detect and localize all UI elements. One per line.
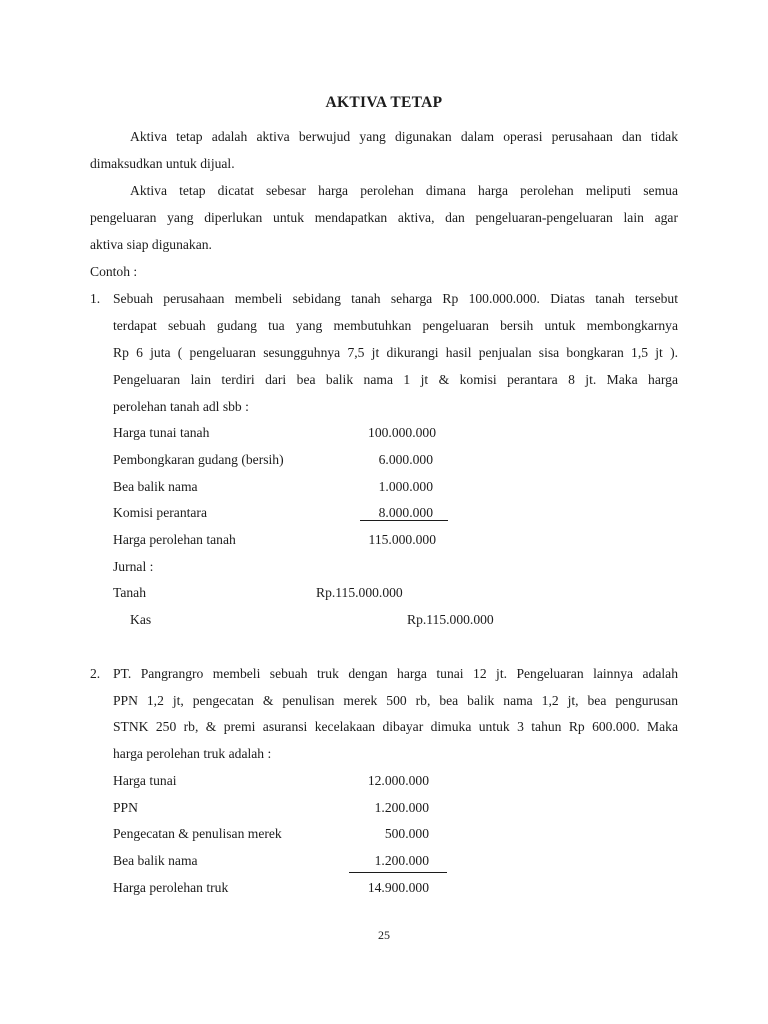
paragraph-1-line-1: Aktiva tetap adalah aktiva berwujud yang digunakan dalam operasi perusahaan dan tidak [130,129,678,144]
ex2-sum-rule [349,872,447,873]
example-2-line-2: PPN 1,2 jt, pengecatan & penulisan merek 500 rb, bea balik nama 1,2 jt, bea pengurusan [113,693,678,708]
example-2-line-3: STNK 250 rb, & premi asuransi kecelakaan dibayar dimuka untuk 3 tahun Rp 600.000. Maka [113,719,678,734]
ex2-item-label: PPN [113,800,138,815]
ex2-item-label: Harga tunai [113,773,177,788]
ex1-item-label: Bea balik nama [113,479,198,494]
ex2-total-amount: 14.900.000 [367,880,429,895]
example-2-line-1: PT. Pangrangro membeli sebuah truk dengan harga tunai 12 jt. Pengeluaran lainnya adalah [113,666,678,681]
ex1-total-amount: 115.000.000 [368,532,436,547]
journal-debit-amount: Rp.115.000.000 [316,585,403,600]
ex1-sum-rule [360,520,448,521]
ex2-item-amount: 1.200.000 [374,800,429,815]
paragraph-2-line-3: aktiva siap digunakan. [90,237,212,252]
ex1-item-label: Pembongkaran gudang (bersih) [113,452,284,467]
ex2-item-amount: 500.000 [384,826,429,841]
example-1-line-2: terdapat sebuah gudang tua yang membutuhkan pengeluaran bersih untuk membongkarnya [113,318,678,333]
page-title: AKTIVA TETAP [325,94,443,111]
journal-credit-account: Kas [130,612,152,627]
ex1-total-label: Harga perolehan tanah [113,532,236,547]
ex2-item-label: Pengecatan & penulisan merek [113,826,282,841]
journal-debit-account: Tanah [113,585,147,600]
ex2-item-label: Bea balik nama [113,853,198,868]
example-1-line-1: Sebuah perusahaan membeli sebidang tanah seharga Rp 100.000.000. Diatas tanah tersebut [113,291,678,306]
ex1-item-amount: 8.000.000 [378,505,433,520]
example-1-line-5: perolehan tanah adl sbb : [113,399,249,414]
example-1-number: 1. [90,291,101,306]
ex2-total-label: Harga perolehan truk [113,880,229,895]
example-1-line-4: Pengeluaran lain terdiri dari bea balik nama 1 jt & komisi perantara 8 jt. Maka harga [113,372,678,387]
ex2-item-amount: 12.000.000 [367,773,429,788]
ex2-item-amount: 1.200.000 [374,853,429,868]
contoh-label: Contoh : [90,264,138,279]
ex1-item-amount: 6.000.000 [378,452,433,467]
paragraph-2-line-2: pengeluaran yang diperlukan untuk mendapatkan aktiva, dan pengeluaran-pengeluaran lain agar [90,210,678,225]
ex1-item-label: Komisi perantara [113,505,207,520]
paragraph-2-line-1: Aktiva tetap dicatat sebesar harga perolehan dimana harga perolehan meliputi semua [130,183,678,198]
ex1-item-amount: 100.000.000 [368,425,436,440]
example-1-line-3: Rp 6 juta ( pengeluaran sesungguhnya 7,5 jt dikurangi hasil penjualan sisa bongkaran 1,5 jt ). [113,345,678,360]
jurnal-label: Jurnal : [113,559,154,574]
journal-credit-amount: Rp.115.000.000 [407,612,494,627]
page-number: 25 [378,928,390,942]
paragraph-1-line-2: dimaksudkan untuk dijual. [90,156,235,171]
example-2-line-4: harga perolehan truk adalah : [113,746,272,761]
example-2-number: 2. [90,666,101,681]
ex1-item-label: Harga tunai tanah [113,425,210,440]
ex1-item-amount: 1.000.000 [378,479,433,494]
